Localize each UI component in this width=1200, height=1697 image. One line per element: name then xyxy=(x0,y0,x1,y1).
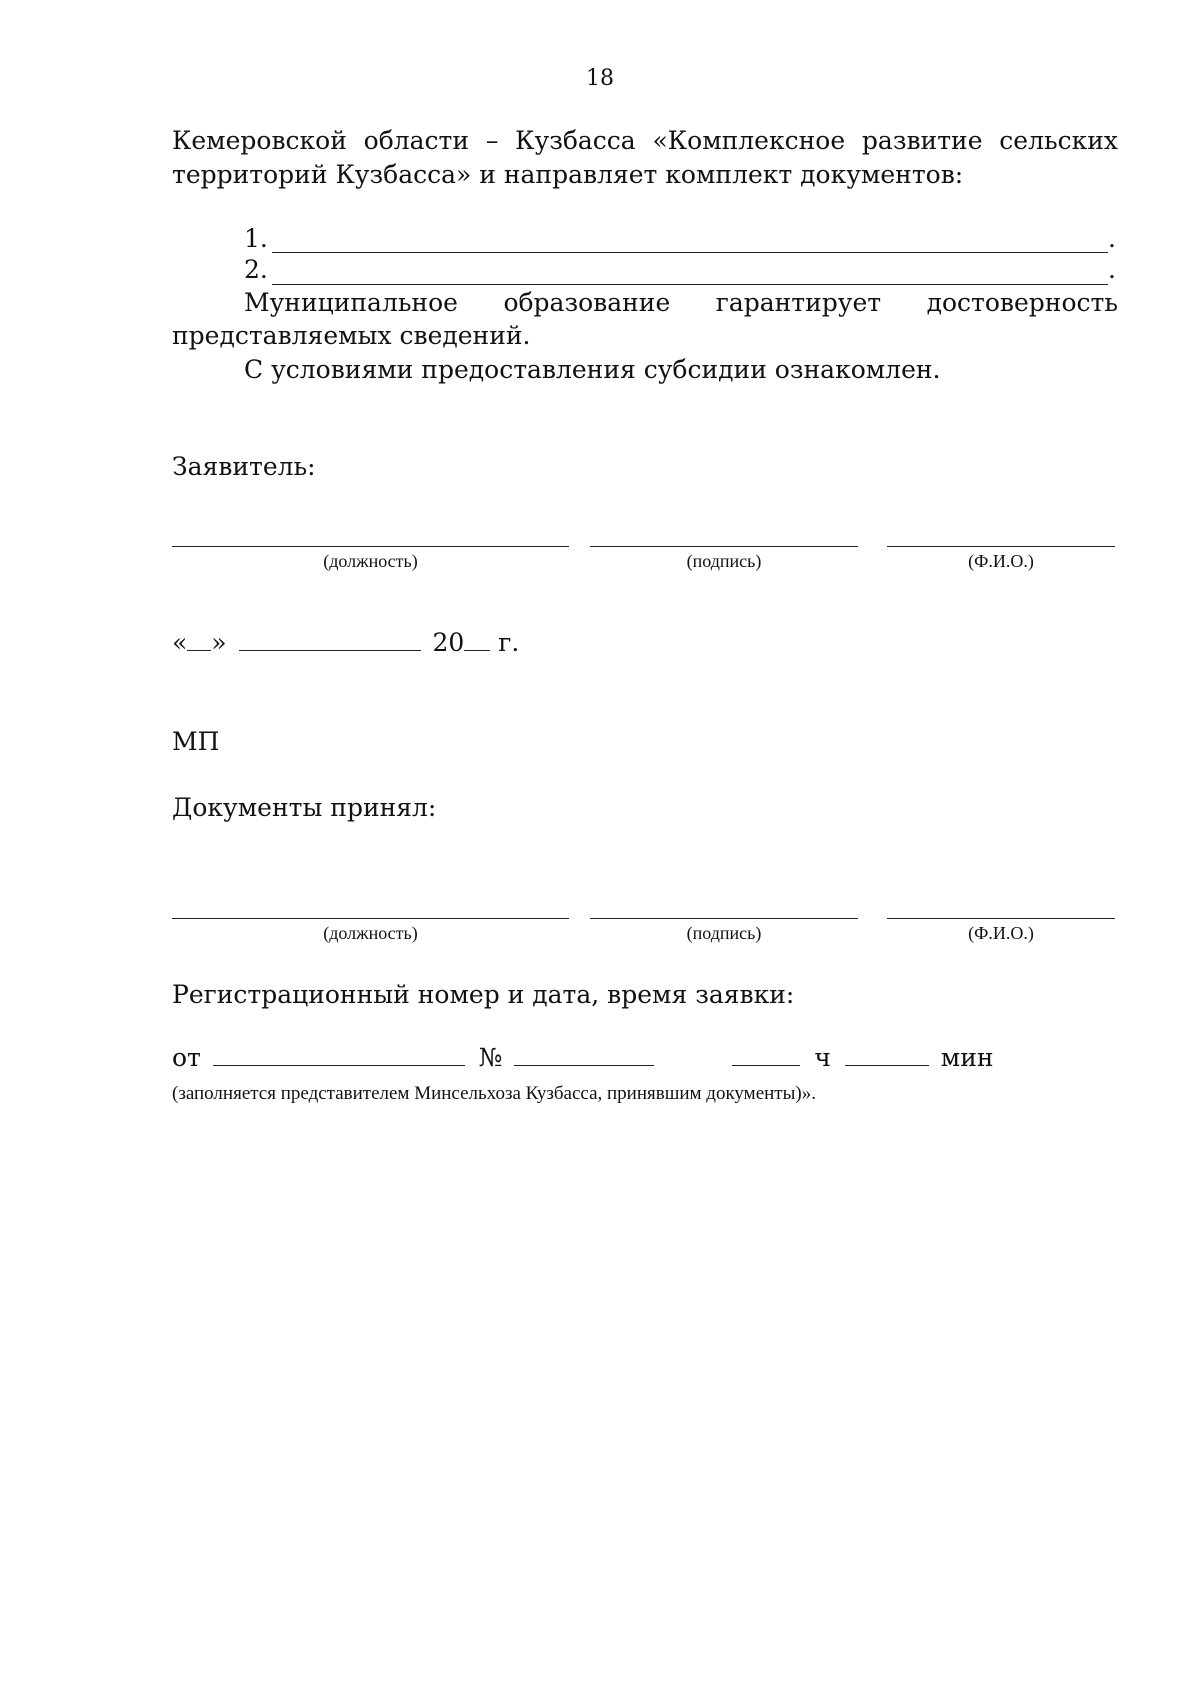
list-item-2-end: . xyxy=(1108,255,1116,284)
registration-date-field[interactable] xyxy=(213,1045,465,1066)
applicant-position-line[interactable] xyxy=(172,546,569,547)
receiver-signature-line[interactable] xyxy=(590,918,858,919)
intro-line-1-word: Кемеровской xyxy=(172,126,347,155)
applicant-signature-caption: (подпись) xyxy=(686,551,762,571)
intro-line-1-word: – xyxy=(485,126,499,155)
receiver-position-line[interactable] xyxy=(172,918,569,919)
date-close-quote: » xyxy=(211,628,227,657)
registration-number-sign: № xyxy=(478,1043,503,1072)
year-suffix: г. xyxy=(498,628,520,657)
registration-fields xyxy=(172,1043,994,1072)
list-item-2-number: 2. xyxy=(244,255,268,284)
intro-line-1-word: развитие xyxy=(861,126,983,155)
registration-hours-label: ч xyxy=(814,1043,831,1072)
list-item-1-end: . xyxy=(1108,224,1116,253)
guarantee-line-1-word: образование xyxy=(503,288,671,317)
stamp-label: МП xyxy=(172,727,220,756)
receiver-label: Документы принял: xyxy=(172,793,437,822)
registration-hours-field[interactable] xyxy=(732,1045,800,1066)
registration-number-field[interactable] xyxy=(514,1045,654,1066)
guarantee-line-1 xyxy=(244,288,1118,317)
receiver-name-line[interactable] xyxy=(887,918,1115,919)
applicant-position-caption: (должность) xyxy=(323,551,418,571)
intro-line-1-word: сельских xyxy=(999,126,1118,155)
registration-from: от xyxy=(172,1043,201,1072)
date-line xyxy=(172,628,519,657)
receiver-signature-caption: (подпись) xyxy=(686,923,762,943)
acquainted-text: С условиями предоставления субсидии ознакомлен. xyxy=(244,355,941,384)
guarantee-line-2: представляемых сведений. xyxy=(172,321,531,350)
date-open-quote: « xyxy=(172,628,188,657)
intro-line-1-word: «Комплексное xyxy=(652,126,846,155)
registration-label: Регистрационный номер и дата, время заявки: xyxy=(172,980,795,1009)
year-field[interactable] xyxy=(464,630,490,651)
guarantee-line-1-word: Муниципальное xyxy=(244,288,458,317)
list-item-1-number: 1. xyxy=(244,224,268,253)
intro-line-1 xyxy=(172,126,1118,155)
applicant-signature-line[interactable] xyxy=(590,546,858,547)
intro-line-2: территорий Кузбасса» и направляет комплект документов: xyxy=(172,160,964,189)
registration-note: (заполняется представителем Минсельхоза Кузбасса, принявшим документы)». xyxy=(172,1083,816,1104)
applicant-name-caption: (Ф.И.О.) xyxy=(968,551,1034,571)
year-prefix: 20 xyxy=(432,628,465,657)
intro-line-1-word: Кузбасса xyxy=(515,126,636,155)
applicant-label: Заявитель: xyxy=(172,452,316,481)
receiver-position-caption: (должность) xyxy=(323,923,418,943)
applicant-name-line[interactable] xyxy=(887,546,1115,547)
day-field[interactable] xyxy=(187,630,211,651)
guarantee-line-1-word: гарантирует xyxy=(715,288,882,317)
page-number: 18 xyxy=(586,66,614,91)
guarantee-line-1-word: достоверность xyxy=(926,288,1118,317)
month-field[interactable] xyxy=(239,630,421,651)
intro-line-1-word: области xyxy=(363,126,470,155)
list-item-1-line[interactable] xyxy=(272,252,1108,253)
registration-minutes-field[interactable] xyxy=(845,1045,929,1066)
registration-minutes-label: мин xyxy=(940,1043,994,1072)
list-item-2-line[interactable] xyxy=(272,284,1108,285)
receiver-name-caption: (Ф.И.О.) xyxy=(968,923,1034,943)
